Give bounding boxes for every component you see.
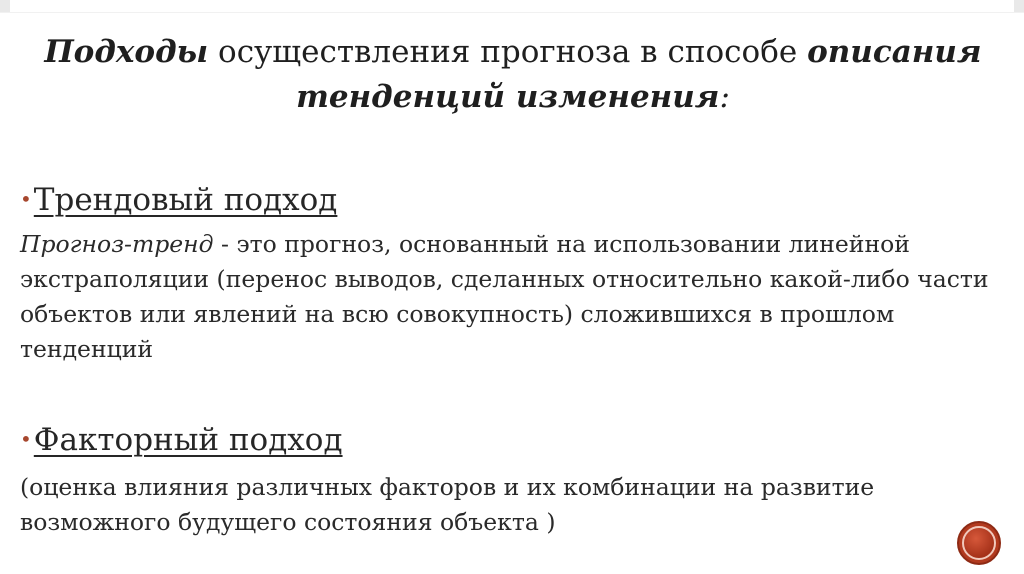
title-emphasis-description: описания тенденций изменения (296, 34, 982, 115)
paragraph-factor-text: (оценка влияния различных факторов и их комбинации на развитие возможного будущего состояния объекта ) (20, 473, 875, 536)
section-heading-trend (20, 179, 337, 220)
frame-corner-left (0, 0, 10, 12)
bullet-icon: • (20, 187, 32, 211)
nav-button-circle-icon (962, 526, 996, 560)
section-heading-factor (20, 419, 343, 460)
title-text-middle: осуществления прогноза в способе (208, 34, 808, 70)
slide-nav-button[interactable] (957, 521, 1001, 565)
slide-title (28, 30, 998, 120)
paragraph-trend-text: - это прогноз, основанный на использовании линейной экстраполяции (перенос выводов, сделанных относительно какой-либо части объектов или явлений на всю совокупность) сложившихся в прошлом тенденций (20, 230, 989, 363)
paragraph-trend (20, 227, 995, 367)
term-forecast-trend: Прогноз-тренд (20, 230, 214, 258)
title-colon: : (719, 79, 730, 115)
bullet-icon: • (20, 427, 32, 451)
heading-text-factor: Факторный подход (33, 422, 343, 458)
title-emphasis-approaches: Подходы (44, 34, 209, 70)
heading-text-trend: Трендовый подход (33, 182, 338, 218)
paragraph-factor (20, 470, 995, 540)
top-frame-bar (0, 0, 1024, 13)
frame-corner-right (1014, 0, 1024, 12)
